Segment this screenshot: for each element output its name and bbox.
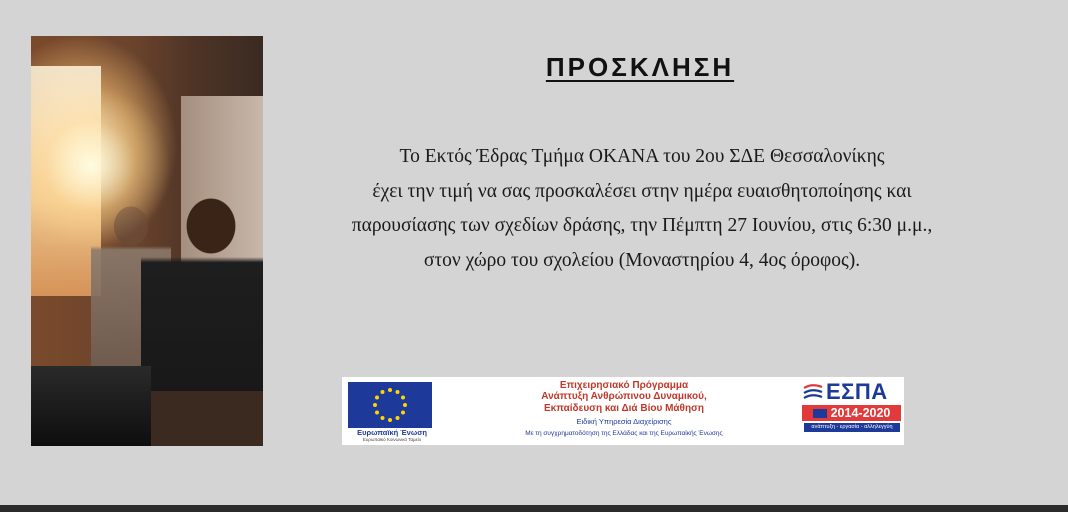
programme-line-5: Με τη συγχρηματοδότηση της Ελλάδας και της Ευρωπαϊκής Ένωσης (525, 430, 723, 437)
invitation-line-3: παρουσίασης των σχεδίων δράσης, την Πέμπτη 27 Ιουνίου, στις 6:30 μ.μ., (351, 215, 933, 236)
espa-word: ΕΣΠΑ (826, 379, 888, 404)
espa-years: 2014-2020 (830, 406, 891, 420)
programme-line-1: Επιχειρησιακό Πρόγραμμα (559, 380, 689, 391)
eu-logo (346, 380, 434, 442)
eu-flag-icon (348, 382, 432, 428)
invitation-line-1: Το Εκτός Έδρας Τμήμα ΟΚΑΝΑ του 2ου ΣΔΕ Θεσσαλονίκης (399, 146, 885, 167)
bottom-strip (0, 505, 1068, 512)
funding-banner (342, 377, 904, 445)
photo-sun-flare (31, 86, 171, 246)
eu-sub-label: Ευρωπαϊκό Κοινωνικό Ταμείο (362, 437, 422, 442)
invitation-photo (31, 36, 263, 446)
invitation-title: ΠΡΟΣΚΛΗΣΗ (545, 52, 735, 82)
invitation-line-4: στον χώρο του σχολείου (Μοναστηρίου 4, 4ος όροφος). (423, 249, 861, 271)
espa-tagline: ανάπτυξη - εργασία - αλληλεγγύη (804, 423, 900, 432)
espa-logo (802, 380, 902, 442)
photo-laptop (31, 366, 151, 446)
invitation-line-2: έχει την τιμή να σας προσκαλέσει στην ημέρα ευαισθητοποίησης και (372, 180, 912, 202)
eu-label: Ευρωπαϊκή Ένωση (357, 428, 427, 437)
espa-years-badge (802, 405, 901, 421)
operational-programme (454, 380, 794, 439)
programme-line-3: Εκπαίδευση και Διά Βίου Μάθηση (543, 403, 705, 414)
programme-line-2: Ανάπτυξη Ανθρώπινου Δυναμικού, (541, 391, 707, 402)
eu-mini-flag-icon (813, 409, 827, 418)
invitation-body (272, 140, 1012, 278)
programme-line-4: Ειδική Υπηρεσία Διαχείρισης (576, 417, 672, 426)
